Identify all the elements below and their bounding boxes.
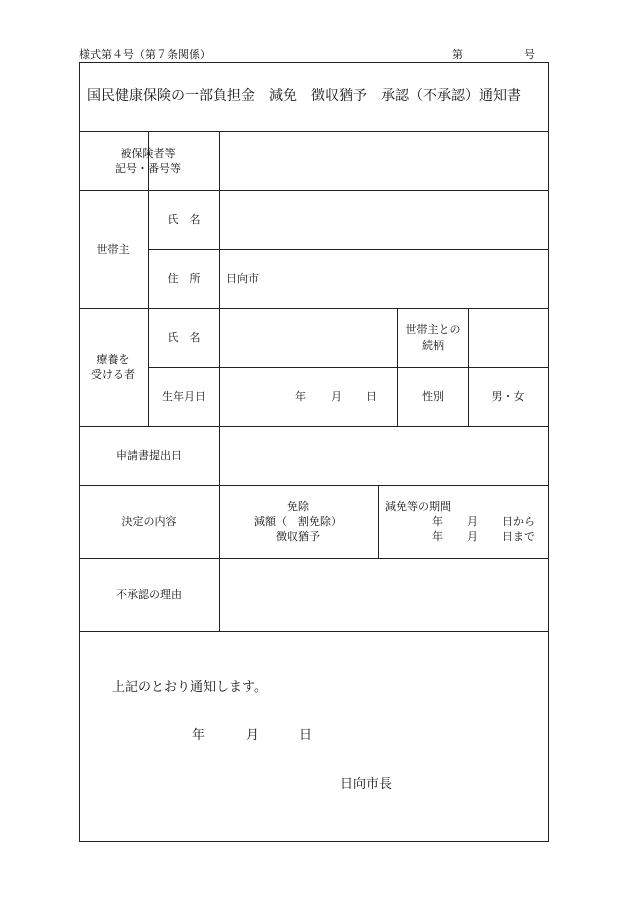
notice-year: 年 [192, 728, 206, 743]
patient-name-field[interactable] [222, 312, 394, 364]
period-to-year: 年 [432, 530, 443, 543]
insured-label-1: 被保険者等 [120, 147, 176, 160]
patient-name-label: 氏 名 [167, 331, 201, 344]
relation-field[interactable] [471, 312, 546, 364]
patient-label-1: 療養を [96, 353, 130, 366]
row-divider [79, 131, 549, 132]
row-divider [148, 249, 549, 250]
birthdate-label: 生年月日 [162, 390, 206, 403]
householder-label: 世帯主 [96, 243, 130, 256]
period-to-month: 月 [467, 530, 478, 543]
col-divider [219, 131, 220, 631]
col-divider [397, 308, 398, 426]
row-divider [79, 631, 549, 632]
period-from-month: 月 [467, 515, 478, 528]
householder-address-label: 住 所 [167, 272, 201, 285]
rejection-reason-label: 不承認の理由 [116, 588, 182, 601]
period-from-suffix: 日から [502, 515, 535, 528]
notice-month: 月 [246, 728, 260, 743]
col-divider [378, 485, 379, 558]
sex-value[interactable]: 男・女 [491, 390, 525, 403]
notice-text: 上記のとおり通知します。 [112, 680, 267, 695]
rejection-reason-field[interactable] [222, 562, 546, 628]
row-divider [79, 485, 549, 486]
row-divider [79, 190, 549, 191]
period-from-year: 年 [432, 515, 443, 528]
relation-label-2: 続柄 [422, 339, 444, 352]
decision-option-defer[interactable]: 徴収猶予 [276, 530, 320, 543]
form-number: 様式第４号（第７条関係） [79, 48, 211, 61]
row-divider [79, 426, 549, 427]
sex-label: 性別 [422, 390, 444, 403]
relation-label-1: 世帯主との [405, 323, 461, 336]
page-title: 国民健康保険の一部負担金 減免 徴収猶予 承認（不承認）通知書 [87, 88, 521, 104]
insured-label-2: 記号・番号等 [115, 162, 181, 175]
col-divider [468, 308, 469, 426]
application-date-field[interactable] [222, 430, 546, 482]
period-to-suffix: 日まで [502, 530, 535, 543]
decision-option-reduce[interactable]: 減額（ 割免除） [254, 515, 342, 528]
insured-number-field[interactable] [226, 153, 541, 168]
row-divider [79, 558, 549, 559]
householder-name-field[interactable] [222, 194, 546, 246]
application-date-label: 申請書提出日 [116, 449, 182, 462]
col-divider [148, 190, 149, 426]
doc-number-dai: 第 [452, 48, 463, 61]
householder-address-field[interactable]: 日向市 [226, 272, 259, 285]
decision-option-exempt[interactable]: 免除 [287, 500, 309, 513]
birth-day-label: 日 [366, 390, 377, 403]
decision-label: 決定の内容 [121, 515, 177, 528]
row-divider [148, 367, 549, 368]
birth-month-label: 月 [331, 390, 342, 403]
doc-number-go: 号 [524, 48, 535, 61]
patient-label-2: 受ける者 [91, 368, 135, 381]
row-divider [79, 308, 549, 309]
signer-name: 日向市長 [340, 777, 393, 792]
householder-name-label: 氏 名 [167, 213, 201, 226]
notice-day: 日 [299, 728, 313, 743]
birth-year-label: 年 [295, 390, 306, 403]
period-label: 減免等の期間 [385, 500, 451, 513]
